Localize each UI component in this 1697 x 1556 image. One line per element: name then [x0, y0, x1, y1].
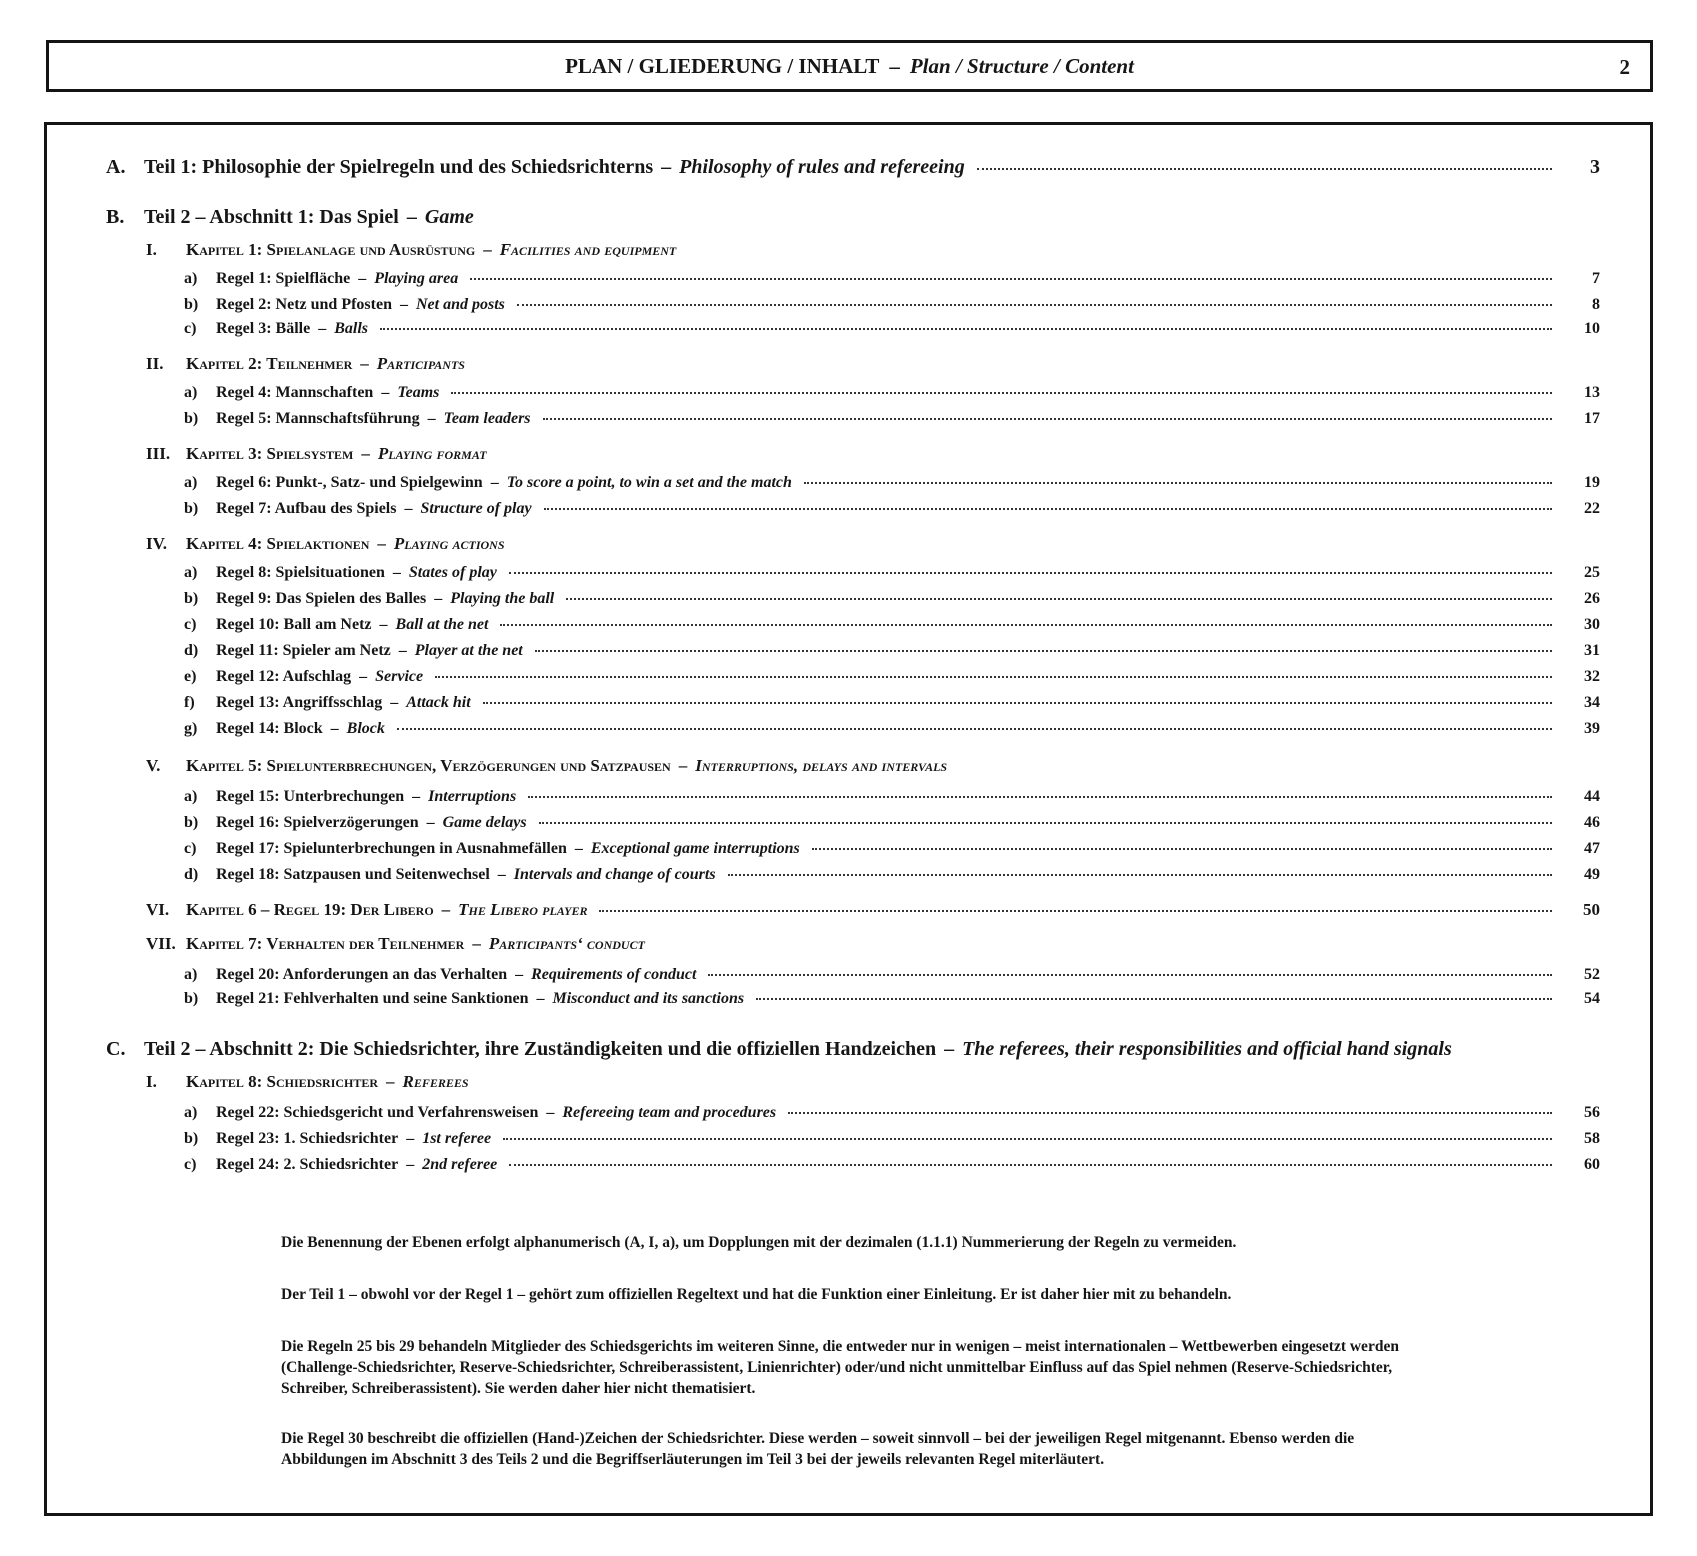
toc-label: b) [184, 410, 199, 427]
toc-chapter-3[interactable] [146, 444, 1600, 464]
toc-text: Regel 12: Aufschlag [216, 668, 352, 685]
toc-dash: – [390, 694, 399, 711]
dot-leader [539, 822, 1552, 824]
toc-text: Kapitel 7: Verhalten der Teilnehmer [186, 934, 465, 953]
toc-dash: – [944, 1038, 955, 1060]
dot-leader [599, 910, 1552, 912]
note-paragraph: Die Regeln 25 bis 29 behandeln Mitglieder des Schiedsgerichts im weiteren Sinne, die entweder nur in wenigen – meist internationalen – Wettbewerben eingesetzt werden (Challenge-Schiedsrichter, Reserve-Schiedsrichter, Schreiberassistent, Linienrichter) oder/und nicht unmittelbar Einfluss auf das Spiel nehmen (Reserve-Schiedsrichter, Schreiber, Schreiberassistent). Sie werden daher hier nicht thematisiert. [281, 1338, 1399, 1397]
toc-page: 8 [1592, 296, 1600, 313]
toc-text-en: Referees [402, 1072, 469, 1091]
toc-label: A. [106, 156, 126, 178]
toc-text: Regel 23: 1. Schiedsrichter [216, 1130, 399, 1147]
toc-page: 13 [1584, 384, 1600, 401]
toc-page: 46 [1584, 814, 1600, 831]
toc-text-en: 1st referee [422, 1130, 492, 1147]
toc-dash: – [379, 616, 388, 633]
toc-text: Regel 18: Satzpausen und Seitenwechsel [216, 866, 490, 883]
toc-text: Regel 22: Schiedsgericht und Verfahrensweisen [216, 1104, 539, 1121]
toc-text: Kapitel 1: Spielanlage und Ausrüstung [186, 240, 476, 259]
dot-leader [977, 168, 1552, 170]
toc-page: 19 [1584, 474, 1600, 491]
toc-page: 32 [1584, 668, 1600, 685]
toc-text-en: Refereeing team and procedures [562, 1104, 777, 1121]
toc-text-en: The Libero player [458, 900, 588, 919]
toc-text: Regel 2: Netz und Pfosten [216, 296, 392, 313]
toc-page: 39 [1584, 720, 1600, 737]
toc-dash: – [574, 840, 583, 857]
toc-label: VII. [146, 934, 176, 953]
toc-text-en: To score a point, to win a set and the match [506, 474, 792, 491]
toc-text: Regel 8: Spielsituationen [216, 564, 385, 581]
toc-rule[interactable] [184, 384, 1600, 402]
toc-dash: – [406, 1130, 415, 1147]
toc-label: b) [184, 990, 199, 1007]
toc-rule[interactable] [184, 866, 1600, 884]
toc-rule[interactable] [184, 474, 1600, 492]
note-paragraph: Die Benennung der Ebenen erfolgt alphanumerisch (A, I, a), um Dopplungen mit der dezimalen (1.1.1) Nummerierung der Regeln zu vermeiden. [281, 1234, 1237, 1251]
toc-text-en: Block [346, 720, 385, 737]
toc-text: Regel 11: Spieler am Netz [216, 642, 391, 659]
dot-leader [435, 676, 1552, 678]
toc-text-en: Structure of play [420, 500, 532, 517]
toc-label: I. [146, 240, 157, 259]
toc-text-en: Requirements of conduct [531, 966, 697, 983]
toc-text: Regel 15: Unterbrechungen [216, 788, 405, 805]
toc-page: 54 [1584, 990, 1600, 1007]
toc-dash: – [490, 474, 499, 491]
toc-text-en: Exceptional game interruptions [590, 840, 800, 857]
toc-dash: – [399, 296, 408, 313]
toc-rule[interactable] [184, 296, 1600, 314]
toc-page: 31 [1584, 642, 1600, 659]
dot-leader [788, 1112, 1552, 1114]
toc-rule[interactable] [184, 668, 1600, 686]
toc-text: Kapitel 3: Spielsystem [186, 444, 354, 463]
header-dash: – [889, 53, 900, 78]
toc-dash: – [381, 384, 390, 401]
toc-dash: – [441, 900, 451, 919]
toc-text-en: Playing actions [393, 534, 505, 553]
dot-leader [483, 702, 1552, 704]
dot-leader [380, 328, 1552, 330]
toc-page: 50 [1583, 900, 1600, 919]
toc-text-en: Player at the net [414, 642, 523, 659]
toc-rule[interactable] [184, 1130, 1600, 1148]
toc-label: V. [146, 756, 161, 775]
dot-leader [500, 624, 1552, 626]
toc-label: a) [184, 966, 198, 983]
toc-label: VI. [146, 900, 170, 919]
toc-text: Regel 13: Angriffsschlag [216, 694, 383, 711]
toc-text: Regel 24: 2. Schiedsrichter [216, 1156, 399, 1173]
toc-chapter-8[interactable] [146, 1072, 1600, 1092]
toc-text-en: Game delays [442, 814, 527, 831]
toc-text: Regel 5: Mannschaftsführung [216, 410, 420, 427]
toc-page: 49 [1584, 866, 1600, 883]
toc-text-en: Interruptions, delays and intervals [695, 756, 948, 775]
toc-page: 47 [1584, 840, 1600, 857]
toc-text-en: Team leaders [443, 410, 531, 427]
header-title-de: PLAN / GLIEDERUNG / INHALT [565, 53, 880, 78]
toc-label: c) [184, 1156, 197, 1173]
toc-text-en: Participants [376, 354, 465, 373]
toc-text-en: Net and posts [415, 296, 505, 313]
toc-rule[interactable] [184, 590, 1600, 608]
toc-dash: – [412, 788, 421, 805]
toc-rule[interactable] [184, 320, 1600, 338]
toc-label: b) [184, 590, 199, 607]
toc-text: Regel 6: Punkt-, Satz- und Spielgewinn [216, 474, 483, 491]
toc-label: a) [184, 384, 198, 401]
toc-rule[interactable] [184, 410, 1600, 428]
toc-chapter-4[interactable] [146, 534, 1600, 554]
toc-label: f) [184, 694, 195, 711]
toc-text: Regel 10: Ball am Netz [216, 616, 372, 633]
dot-leader [451, 392, 1552, 394]
toc-rule[interactable] [184, 270, 1600, 288]
page-header [46, 40, 1653, 92]
toc-text: Kapitel 8: Schiedsrichter [186, 1072, 379, 1091]
toc-text-en: The referees, their responsibilities and official hand signals [962, 1038, 1452, 1060]
toc-dash: – [678, 756, 688, 775]
dot-leader [728, 874, 1552, 876]
toc-text-en: Teams [397, 384, 440, 401]
dot-leader [543, 418, 1552, 420]
dot-leader [397, 728, 1552, 730]
dot-leader [517, 304, 1552, 306]
toc-part-a[interactable] [106, 156, 1600, 179]
toc-text: Teil 1: Philosophie der Spielregeln und des Schiedsrichterns [144, 156, 654, 178]
toc-page: 22 [1584, 500, 1600, 517]
toc-label: e) [184, 668, 197, 685]
toc-dash: – [406, 206, 417, 228]
toc-text: Regel 17: Spielunterbrechungen in Ausnahmefällen [216, 840, 567, 857]
toc-dash: – [386, 1072, 395, 1091]
toc-label: d) [184, 866, 199, 883]
dot-leader [804, 482, 1552, 484]
toc-text: Regel 14: Block [216, 720, 323, 737]
toc-page: 44 [1584, 788, 1600, 805]
dot-leader [528, 796, 1552, 798]
toc-text-en: Attack hit [406, 694, 471, 711]
toc-text-en: States of play [408, 564, 497, 581]
dot-leader [535, 650, 1552, 652]
toc-text-en: Philosophy of rules and refereeing [679, 156, 965, 178]
toc-page: 56 [1584, 1104, 1600, 1121]
toc-label: d) [184, 642, 199, 659]
toc-page: 10 [1584, 320, 1600, 337]
toc-label: B. [106, 206, 125, 228]
note-paragraph: Der Teil 1 – obwohl vor der Regel 1 – gehört zum offiziellen Regeltext und hat die Funktion einer Einleitung. Er ist daher hier mit zu behandeln. [281, 1286, 1232, 1303]
dot-leader [812, 848, 1552, 850]
toc-text-en: Participants‘ conduct [488, 934, 645, 953]
toc-label: b) [184, 500, 199, 517]
toc-rule[interactable] [184, 642, 1600, 660]
toc-label: a) [184, 1104, 198, 1121]
dot-leader [544, 508, 1552, 510]
page-number: 2 [1619, 55, 1630, 79]
toc-text: Kapitel 4: Spielaktionen [186, 534, 370, 553]
toc-label: I. [146, 1072, 157, 1091]
toc-page: 30 [1584, 616, 1600, 633]
toc-label: a) [184, 270, 198, 287]
toc-text-en: Game [424, 206, 474, 228]
header-title-en: Plan / Structure / Content [909, 53, 1134, 78]
toc-rule[interactable] [184, 840, 1600, 858]
toc-text-en: Intervals and change of courts [513, 866, 716, 883]
dot-leader [509, 1164, 1552, 1166]
toc-text: Regel 16: Spielverzögerungen [216, 814, 419, 831]
toc-label: c) [184, 840, 197, 857]
toc-dash: – [358, 270, 367, 287]
toc-dash: – [515, 966, 524, 983]
toc-dash: – [426, 814, 435, 831]
toc-text: Regel 20: Anforderungen an das Verhalten [216, 966, 508, 983]
toc-rule[interactable] [184, 990, 1600, 1008]
toc-text: Teil 2 – Abschnitt 1: Das Spiel [144, 206, 399, 228]
toc-dash: – [427, 410, 436, 427]
toc-text-en: Playing format [377, 444, 487, 463]
toc-label: a) [184, 564, 198, 581]
toc-dash: – [536, 990, 545, 1007]
toc-dash: – [330, 720, 339, 737]
toc-label: C. [106, 1038, 126, 1060]
toc-text: Kapitel 5: Spielunterbrechungen, Verzögerungen und Satzpausen [186, 756, 671, 775]
toc-text: Regel 9: Das Spielen des Balles [216, 590, 427, 607]
dot-leader [566, 598, 1552, 600]
dot-leader [756, 998, 1552, 1000]
toc-dash: – [661, 156, 672, 178]
toc-text-en: Facilities and equipment [499, 240, 677, 259]
toc-dash: – [483, 240, 492, 259]
toc-text-en: Service [375, 668, 424, 685]
toc-rule[interactable] [184, 1156, 1600, 1174]
toc-part-b[interactable] [106, 206, 1600, 229]
toc-page: 7 [1592, 270, 1600, 287]
toc-text-en: Balls [334, 320, 368, 337]
toc-dash: – [546, 1104, 555, 1121]
toc-page: 58 [1584, 1130, 1600, 1147]
toc-text-en: Interruptions [428, 788, 517, 805]
toc-label: II. [146, 354, 164, 373]
toc-label: b) [184, 814, 199, 831]
toc-text: Kapitel 6 – Regel 19: Der Libero [186, 900, 434, 919]
toc-dash: – [377, 534, 386, 553]
toc-text-en: Ball at the net [395, 616, 489, 633]
toc-rule[interactable] [184, 788, 1600, 806]
toc-text: Kapitel 2: Teilnehmer [186, 354, 353, 373]
toc-text: Regel 3: Bälle [216, 320, 311, 337]
toc-text: Teil 2 – Abschnitt 2: Die Schiedsrichter, ihre Zuständigkeiten und die offiziellen Handzeichen [144, 1038, 937, 1060]
toc-label: b) [184, 296, 199, 313]
toc-text: Regel 21: Fehlverhalten und seine Sanktionen [216, 990, 529, 1007]
dot-leader [470, 278, 1552, 280]
toc-chapter-5[interactable] [146, 756, 1600, 776]
toc-chapter-7[interactable] [146, 934, 1600, 954]
toc-dash: – [359, 668, 368, 685]
toc-chapter-6[interactable] [146, 900, 1600, 920]
toc-text-en: 2nd referee [422, 1156, 498, 1173]
toc-label: c) [184, 320, 197, 337]
toc-dash: – [361, 444, 370, 463]
toc-page: 52 [1584, 966, 1600, 983]
dot-leader [509, 572, 1552, 574]
dot-leader [503, 1138, 1552, 1140]
toc-page: 17 [1584, 410, 1600, 427]
toc-dash: – [406, 1156, 415, 1173]
toc-rule[interactable] [184, 966, 1600, 984]
toc-label: a) [184, 474, 198, 491]
toc-part-c[interactable] [106, 1038, 1600, 1061]
toc-rule[interactable] [184, 616, 1600, 634]
toc-dash: – [318, 320, 327, 337]
toc-text-en: Playing area [374, 270, 459, 287]
toc-page: 60 [1584, 1156, 1600, 1173]
toc-dash: – [360, 354, 369, 373]
toc-rule[interactable] [184, 1104, 1600, 1122]
toc-label: g) [184, 720, 198, 737]
toc-rule[interactable] [184, 694, 1600, 712]
toc-dash: – [392, 564, 401, 581]
toc-label: III. [146, 444, 171, 463]
toc-page: 26 [1584, 590, 1600, 607]
toc-text-en: Misconduct and its sanctions [552, 990, 745, 1007]
toc-rule[interactable] [184, 720, 1600, 738]
toc-rule[interactable] [184, 564, 1600, 582]
toc-dash: – [434, 590, 443, 607]
toc-page: 3 [1590, 156, 1600, 178]
toc-rule[interactable] [184, 814, 1600, 832]
toc-dash: – [404, 500, 413, 517]
note-paragraph: Die Regel 30 beschreibt die offiziellen (Hand-)Zeichen der Schiedsrichter. Diese werden – soweit sinnvoll – bei der jeweiligen Regel mitgenannt. Ebenso werden die Abbildungen im Abschnitt 3 des Teils 2 und die Begriffserläuterungen im Teil 3 bei der jeweils relevanten Regel miterläutert. [281, 1430, 1355, 1468]
toc-label: c) [184, 616, 197, 633]
toc-dash: – [398, 642, 407, 659]
toc-chapter-1[interactable] [146, 240, 1600, 260]
toc-page: 25 [1584, 564, 1600, 581]
toc-label: b) [184, 1130, 199, 1147]
toc-dash: – [497, 866, 506, 883]
toc-text: Regel 7: Aufbau des Spiels [216, 500, 397, 517]
toc-text: Regel 4: Mannschaften [216, 384, 374, 401]
toc-dash: – [472, 934, 481, 953]
toc-rule[interactable] [184, 500, 1600, 518]
toc-label: IV. [146, 534, 167, 553]
toc-text-en: Playing the ball [450, 590, 555, 607]
toc-chapter-2[interactable] [146, 354, 1600, 374]
toc-text: Regel 1: Spielfläche [216, 270, 351, 287]
toc-page: 34 [1584, 694, 1600, 711]
dot-leader [708, 974, 1552, 976]
toc-label: a) [184, 788, 198, 805]
